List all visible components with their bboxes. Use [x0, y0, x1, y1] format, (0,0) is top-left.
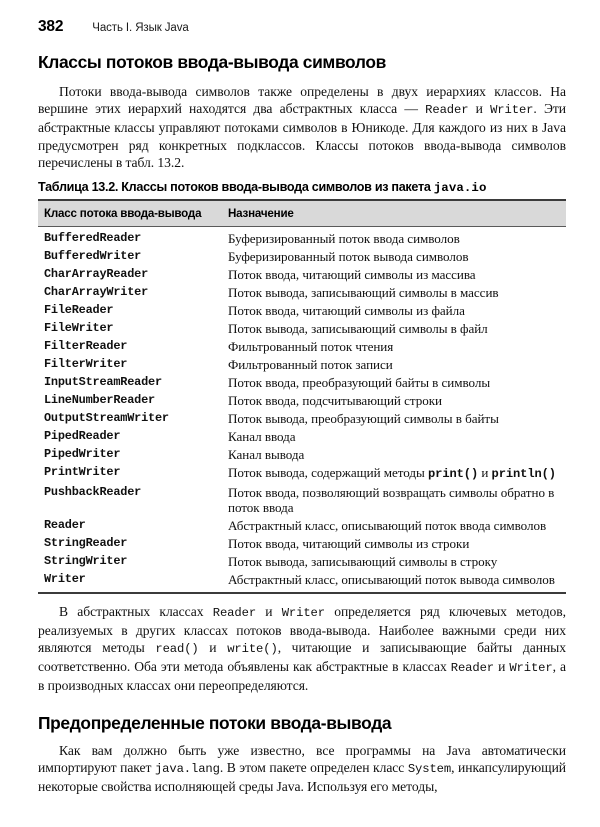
cell-desc-text-1: Поток вывода, содержащий методы — [228, 464, 429, 480]
cell-description: Поток ввода, подсчитывающий строки — [228, 392, 442, 408]
cell-class-name: Writer — [44, 572, 86, 587]
io-classes-table — [38, 199, 566, 592]
cell-class-name: PrintWriter — [44, 464, 121, 479]
section-heading-predefined-streams: Предопределенные потоки ввода-вывода — [38, 712, 392, 733]
table-body — [38, 227, 566, 592]
cell-class-name: CharArrayReader — [44, 266, 149, 281]
table-row — [38, 445, 566, 463]
table-row — [38, 392, 566, 410]
table-header-row — [38, 200, 566, 227]
after-text-4: и — [198, 640, 228, 656]
cell-class-name: Reader — [44, 518, 86, 533]
table-row — [38, 302, 566, 320]
intro-code-reader: Reader — [425, 103, 469, 118]
table-row — [38, 428, 566, 446]
after-code-writer-1: Writer — [281, 605, 325, 620]
cell-description: Буферизированный поток ввода символов — [228, 231, 460, 247]
cell-class-name: BufferedReader — [44, 231, 142, 246]
cell-class-name: StringReader — [44, 536, 128, 551]
table-row — [38, 356, 566, 374]
running-head-title: Часть I. Язык Java — [92, 22, 189, 34]
table-row — [38, 266, 566, 284]
final-code-javalang: java.lang — [154, 761, 220, 776]
cell-desc-code-1: print() — [428, 466, 479, 481]
cell-description: Буферизированный поток вывода символов — [228, 249, 469, 264]
cell-class-name: PushbackReader — [44, 484, 142, 499]
cell-description: Фильтрованный поток чтения — [228, 338, 394, 354]
cell-description: Абстрактный класс, описывающий поток ввода символов — [228, 518, 547, 534]
cell-description: Поток ввода, читающий символы из массива — [228, 266, 476, 282]
table-row — [38, 463, 566, 483]
after-code-reader-2: Reader — [450, 661, 495, 676]
intro-paragraph — [38, 83, 566, 171]
column-header-class: Класс потока ввода-вывода — [38, 200, 224, 227]
table-caption-text: Таблица 13.2. Классы потоков ввода-вывода символов из пакета — [38, 180, 434, 195]
cell-description: Поток вывода, преобразующий символы в байты — [228, 410, 499, 426]
after-text-3: определяется ряд ключевых методов, реализуемых в других классах потоков ввода-вывода. Наиболее важными среди них являются методы — [38, 603, 566, 656]
table-row — [38, 410, 566, 428]
column-header-purpose: Назначение — [224, 200, 566, 227]
after-text-7: , а в производных классах они переопределяются. — [38, 659, 566, 694]
cell-class-name: FileReader — [44, 302, 114, 317]
after-text-2: и — [256, 603, 282, 619]
cell-class-name: LineNumberReader — [44, 392, 155, 407]
after-code-writer-2: Writer — [509, 661, 553, 676]
cell-description: Поток вывода, записывающий символы в строку — [228, 554, 498, 570]
table-row — [38, 227, 566, 248]
final-paragraph — [38, 742, 566, 796]
table-row — [38, 571, 566, 592]
table-caption-package: java.io — [433, 181, 487, 196]
after-table-paragraph — [38, 603, 566, 695]
cell-class-name: CharArrayWriter — [44, 284, 149, 299]
cell-class-name: FilterReader — [44, 338, 128, 353]
cell-class-name: OutputStreamWriter — [44, 410, 169, 425]
final-text-1: Как вам должно быть уже известно, все программы на Java автоматически импортируют пакет — [38, 742, 566, 775]
cell-class-name: BufferedWriter — [44, 249, 142, 263]
cell-description: Поток вывода, записывающий символы в файл — [228, 320, 488, 336]
cell-description: Поток ввода, читающий символы из строки — [228, 536, 470, 552]
page-number: 382 — [38, 18, 64, 35]
intro-text-2: и — [468, 101, 491, 117]
cell-class-name: InputStreamReader — [44, 374, 162, 389]
table-bottom-rule — [38, 592, 566, 594]
table-row — [38, 284, 566, 302]
cell-description — [224, 463, 566, 483]
intro-text-1: Потоки ввода-вывода символов также определены в двух иерархиях классов. На вершине этих иерархий находятся два абстрактных класса — — [38, 84, 566, 117]
page-content — [38, 18, 566, 798]
table-row — [38, 553, 566, 571]
cell-description: Фильтрованный поток записи — [228, 356, 393, 372]
cell-description: Поток вывода, записывающий символы в массив — [228, 284, 499, 300]
final-code-system: System — [407, 761, 452, 776]
running-head — [38, 18, 566, 36]
cell-class-name: StringWriter — [44, 554, 128, 569]
cell-class-name: PipedReader — [44, 428, 121, 443]
table-row — [38, 517, 566, 535]
intro-code-writer: Writer — [490, 103, 534, 118]
table-row — [38, 320, 566, 338]
table-row — [38, 483, 566, 517]
final-text-2: . В этом пакете определен класс — [219, 759, 408, 775]
cell-description: Канал ввода — [228, 428, 296, 444]
after-code-write: write() — [227, 642, 278, 657]
after-text-1: В абстрактных классах — [59, 603, 213, 619]
table-caption — [38, 180, 566, 195]
table-row — [38, 248, 566, 266]
cell-desc-code-2: println() — [491, 466, 556, 481]
section-heading-character-streams: Классы потоков ввода-вывода символов — [38, 52, 386, 72]
cell-class-name: FilterWriter — [44, 356, 128, 371]
after-code-reader-1: Reader — [212, 605, 257, 620]
table-row — [38, 374, 566, 392]
cell-description: Поток ввода, читающий символы из файла — [228, 302, 465, 318]
final-text-3: , инкапсулирующий некоторые свойства исполняющей среды Java. Используя его методы, — [38, 759, 567, 795]
cell-description: Поток ввода, позволяющий возвращать символы обратно в поток ввода — [228, 484, 555, 516]
table-row — [38, 535, 566, 553]
cell-class-name: PipedWriter — [44, 446, 121, 461]
table-head — [38, 200, 566, 227]
cell-class-name: FileWriter — [44, 320, 114, 335]
after-text-6: и — [494, 659, 510, 675]
cell-description: Канал вывода — [228, 446, 305, 462]
cell-description: Абстрактный класс, описывающий поток вывода символов — [228, 572, 555, 588]
cell-description: Поток ввода, преобразующий байты в символы — [228, 374, 491, 390]
table-row — [38, 338, 566, 356]
intro-text-3: . Эти абстрактные классы управляют потоками символов в Юникоде. Для каждого из них в Java предусмотрен ряд конкретных подклассов. Классы потоков ввода-вывода символов перечислены в табл. 13.2. — [38, 101, 566, 170]
after-text-5: , читающие и записывающие байты данных соответственно. Оба эти метода объявлены как абстрактные в классах — [38, 640, 567, 675]
after-code-read: read() — [155, 642, 199, 657]
cell-desc-text-2: и — [478, 464, 492, 480]
